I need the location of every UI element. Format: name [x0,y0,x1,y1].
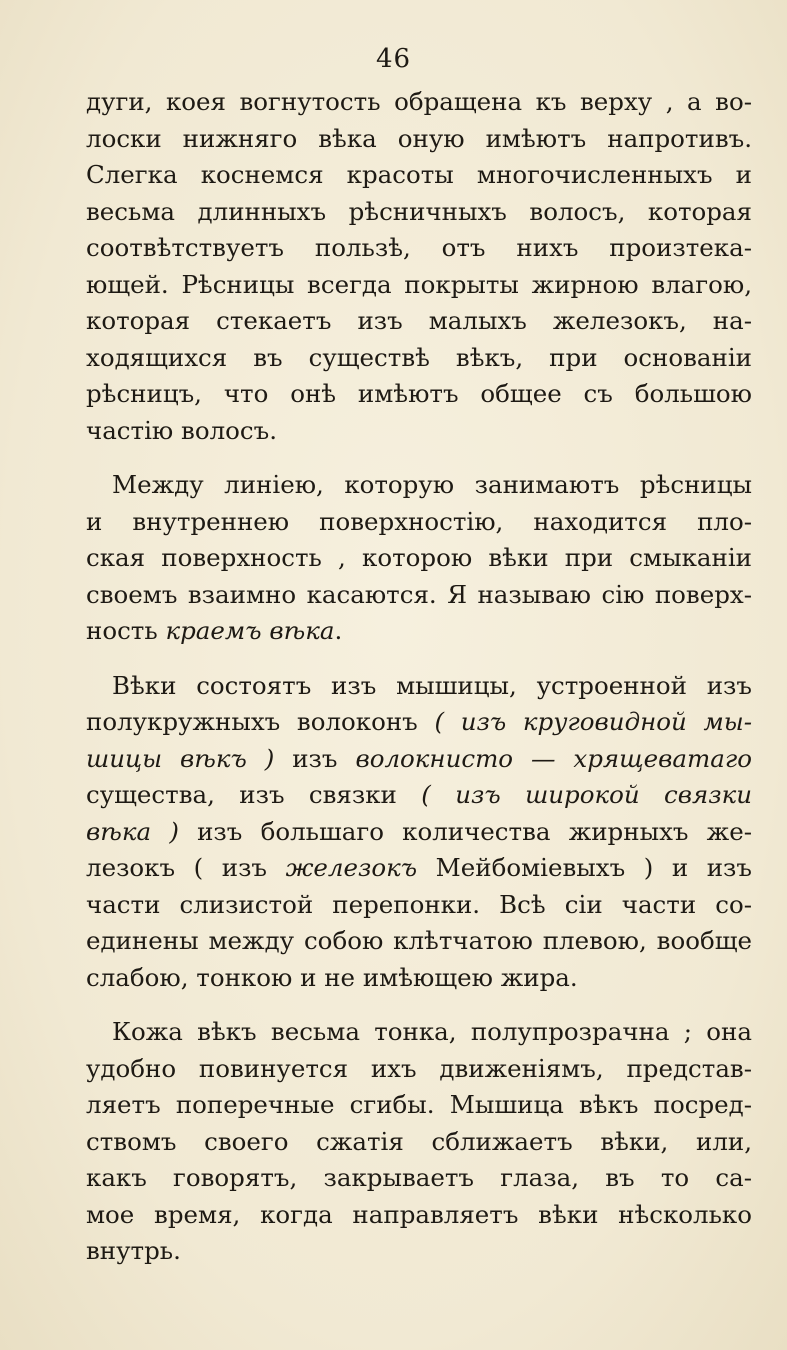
text-line: Кожа вѣкъ весьма тонка, полупрозрачна ; она [112,1017,752,1046]
page-number: 46 [375,44,412,74]
body-text [86,84,752,1288]
text-line: шицы вѣкъ ) изъ волокнисто — хрящеватаго [86,743,752,773]
paragraph-1 [86,84,752,449]
italic-term: железокъ [285,853,418,882]
text-line: весьма длинныхъ рѣсничныхъ волосъ, которая [86,196,752,226]
text-line: ская поверхность , которою вѣки при смыканiи [86,543,752,572]
text-line: ющей. Рѣсницы всегда покрыты жирною влагою, [86,269,752,299]
paragraph-4 [86,1014,752,1270]
italic-term: ( изъ круговидной мы- [434,707,752,736]
text-line: соотвѣтствуетъ пользѣ, отъ нихъ произтека- [86,233,752,262]
text-line: лоски нижняго вѣка оную имѣютъ напротивъ. [86,123,752,153]
text-line: существа, изъ связки ( изъ широкой связки [86,780,753,809]
text-line: ляетъ поперечные сгибы. Мышица вѣкъ посред- [86,1090,752,1119]
text-line: какъ говорятъ, закрываетъ глаза, въ то са- [86,1163,752,1192]
italic-term: волокнисто — хрящеватаго [355,743,752,773]
italic-term: шицы вѣкъ ) [86,743,275,773]
paragraph-3 [86,668,752,997]
italic-term: краемъ вѣка [165,616,335,645]
text-line: слабою, тонкою и не имѣющею жира. [86,962,578,992]
text-line: своемъ взаимно касаются. Я называю сiю поверх- [86,579,752,609]
text-line: единены между собою клѣтчатою плевою, вообще [86,926,752,955]
text-line: ствомъ своего сжатiя сближаетъ вѣки, или, [86,1126,752,1156]
paragraph-2 [86,467,752,650]
text-line: и внутреннею поверхностiю, находится пло- [86,506,752,536]
text-line: мое время, когда направляетъ вѣки нѣсколько [86,1199,752,1229]
text-line: рѣсницъ, что онѣ имѣютъ общее съ большою [86,379,752,408]
text-line: Слегка коснемся красоты многочисленныхъ и [86,160,752,189]
text-line: удобно повинуется ихъ движенiямъ, представ- [86,1053,752,1083]
text-line: внутрь. [86,1236,181,1265]
text-line: ходящихся въ существѣ вѣкъ, при основанiи [86,342,752,372]
text-line: вѣка ) изъ большаго количества жирныхъ же- [86,816,752,846]
text-line: части слизистой перепонки. Всѣ сiи части со- [86,889,752,919]
text-line: Между линiею, которую занимаютъ рѣсницы [112,470,752,499]
text-line: частiю волосъ. [86,415,277,445]
text-line: Вѣки состоятъ изъ мышицы, устроенной изъ [112,670,752,700]
text-line: ность краемъ вѣка. [86,616,343,645]
italic-term: вѣка ) [86,816,179,846]
text-line: лезокъ ( изъ железокъ Мейбомiевыхъ ) и изъ [86,853,752,882]
text-line: которая стекаетъ изъ малыхъ железокъ, на- [86,306,752,335]
italic-term: ( изъ широкой связки [421,780,753,809]
text-line: полукружныхъ волоконъ ( изъ круговидной мы- [86,707,752,736]
text-line: дуги, коея вогнутость обращена къ верху , а во- [86,87,752,116]
